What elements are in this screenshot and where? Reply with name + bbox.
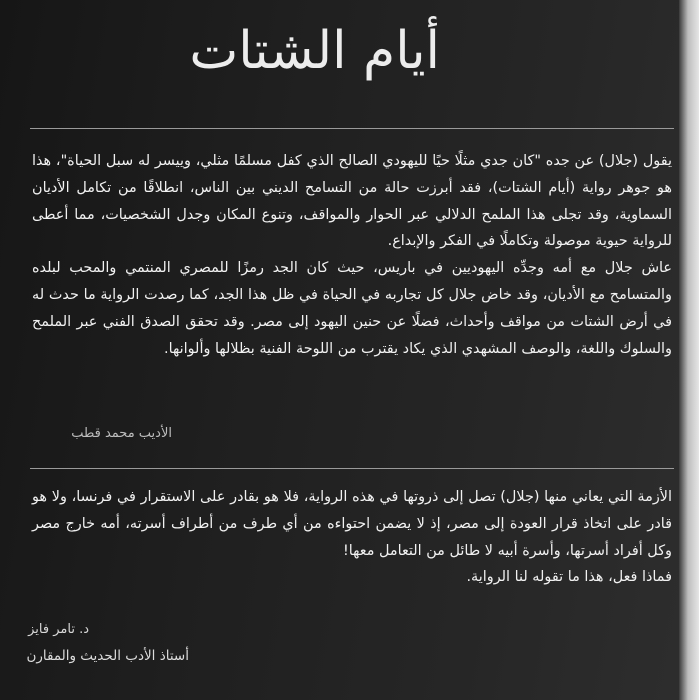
review-1-author: الأديب محمد قطب	[71, 426, 172, 441]
review-2	[32, 484, 672, 591]
divider-middle	[30, 468, 674, 469]
review-1	[32, 148, 672, 362]
divider-top	[30, 128, 674, 129]
review-2-author-title: أستاذ الأدب الحديث والمقارن	[26, 648, 189, 664]
review-2-paragraph-2: فماذا فعل، هذا ما تقوله لنا الرواية.	[466, 569, 672, 586]
book-title: أيام الشتات	[189, 21, 440, 81]
review-2-paragraph-1: الأزمة التي يعاني منها (جلال) تصل إلى ذروتها في هذه الرواية، فلا هو بقادر على الاستقرار في فرنسا، ولا هو قادر على اتخاذ قرار العودة إلى مصر، إذ لا يضمن احتواءه من أي طرف من أطراف أسرته، أمه خارج مصر وكل أفراد أسرتها، وأسرة أبيه لا طائل من التعامل معها!	[32, 489, 672, 559]
review-2-author-name: د. تامر فايز	[28, 622, 89, 637]
page-edge	[679, 0, 699, 700]
review-1-paragraph-2: عاش جلال مع أمه وجدِّه اليهوديين في باريس، حيث كان الجد رمزًا للمصري المنتمي والمحب لبلده والمتسامح مع الأديان، وقد خاض جلال كل تجاربه في الحياة في ظل هذا الجد، كما رصدت الرواية ما حدث له في أرض الشتات من مواقف وأحداث، فضلًا عن حنين اليهود إلى مصر. وقد تحقق الصدق الفني عبر الملمح والسلوك واللغة، والوصف المشهدي الذي يكاد يقترب من اللوحة الفنية بظلالها وألوانها.	[32, 260, 672, 357]
review-1-paragraph-1: يقول (جلال) عن جده "كان جدي مثلًا حيًا لليهودي الصالح الذي كفل مسلمًا مثلي، وييسر له سبل الحياة"، هذا هو جوهر رواية (أيام الشتات)، فقد أبرزت حالة من التسامح الديني بين الناس، انطلاقًا من تكامل الأديان السماوية، وقد تجلى هذا الملمح الدلالي عبر الحوار والمواقف، وتنوع المكان وجدل الشخصيات، مما أعطى للرواية حيوية موصولة وتكاملًا في الفكر والإبداع.	[32, 153, 672, 250]
